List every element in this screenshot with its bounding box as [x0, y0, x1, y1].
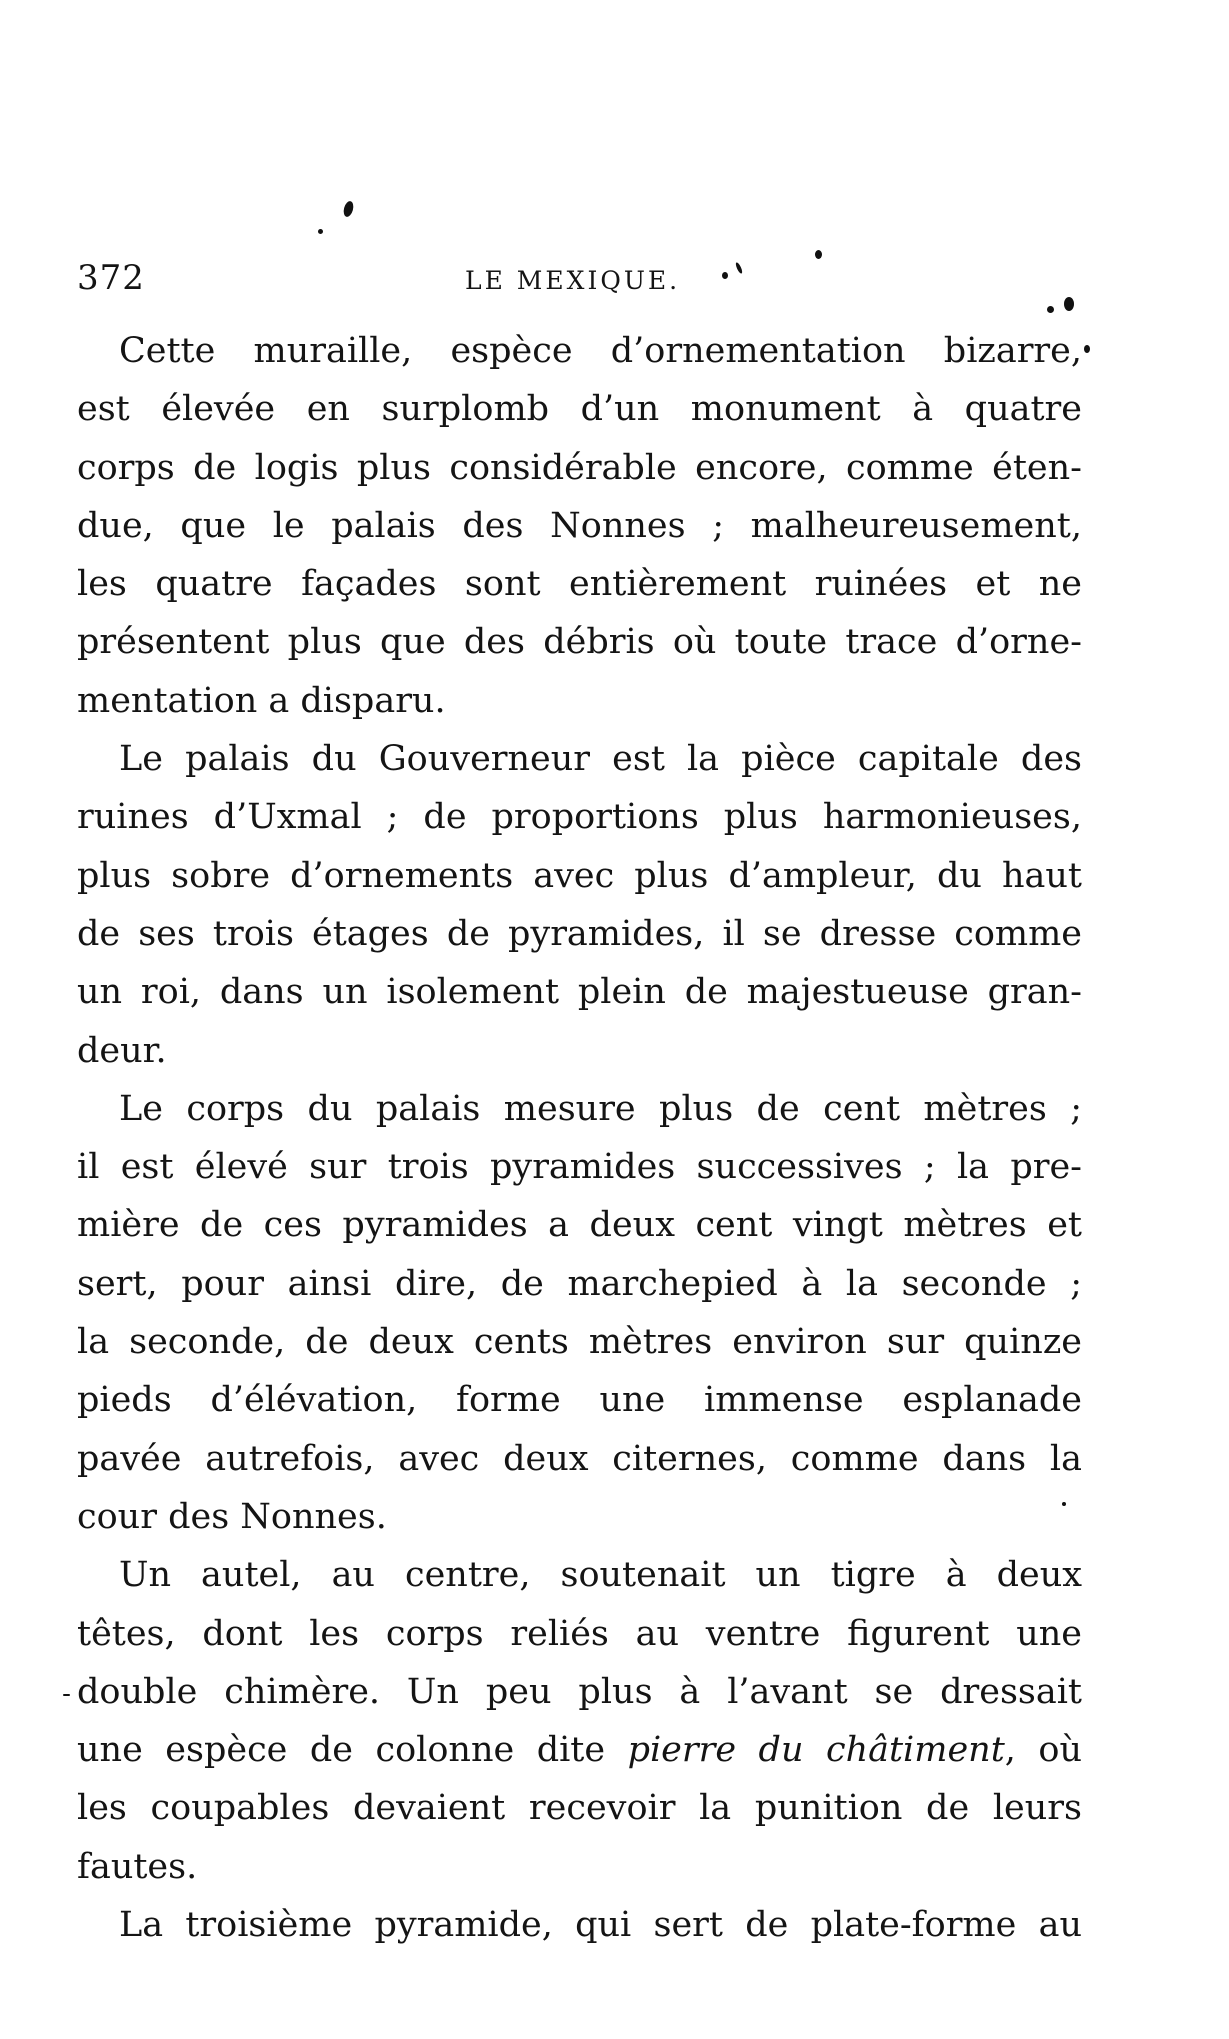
text-line: deur. — [77, 1030, 167, 1071]
ink-speck — [63, 1694, 70, 1696]
ink-speck — [1084, 345, 1090, 353]
text-line: un roi, dans un isolement plein de majestueuse gran- — [77, 972, 1082, 1013]
page-header — [77, 258, 1082, 308]
text-line: mière de ces pyramides a deux cent vingt mètres et — [77, 1205, 1082, 1246]
text-line: présentent plus que des débris où toute trace d’orne- — [77, 622, 1082, 663]
text-line: sert, pour ainsi dire, de marchepied à la seconde ; — [77, 1263, 1082, 1304]
text-line: mentation a disparu. — [77, 680, 446, 721]
paragraph — [77, 730, 1082, 1080]
paragraph — [77, 1546, 1082, 1896]
text-line: cour des Nonnes. — [77, 1496, 387, 1537]
text-line: La troisième pyramide, qui sert de plate-forme au — [119, 1905, 1082, 1946]
text-line: Un autel, au centre, soutenait un tigre à deux — [119, 1555, 1082, 1596]
text-line: est élevée en surplomb d’un monument à quatre — [77, 389, 1082, 430]
text-line: la seconde, de deux cents mètres environ sur quinze — [77, 1322, 1082, 1363]
text-line: les quatre façades sont entièrement ruinées et ne — [77, 564, 1082, 605]
text-line: Le palais du Gouverneur est la pièce capitale des — [119, 739, 1082, 780]
paragraph — [77, 1896, 1082, 1954]
text-line: de ses trois étages de pyramides, il se dresse comme — [77, 913, 1082, 954]
text-line: corps de logis plus considérable encore, comme éten- — [77, 447, 1082, 488]
paragraph — [77, 1080, 1082, 1546]
text-line: pieds d’élévation, forme une immense esplanade — [77, 1380, 1082, 1421]
text-line: fautes. — [77, 1846, 198, 1887]
ink-speck — [318, 229, 323, 234]
paragraph — [77, 322, 1082, 730]
text-line: il est élevé sur trois pyramides successives ; la pre- — [77, 1147, 1082, 1188]
ink-speck — [342, 200, 355, 218]
text-line: pavée autrefois, avec deux citernes, comme dans la — [77, 1438, 1082, 1479]
text-line: double chimère. Un peu plus à l’avant se dressait — [77, 1671, 1082, 1712]
italic-term: pierre du châtiment — [627, 1730, 1005, 1771]
text-line-with-italic — [77, 1721, 1082, 1779]
text-line: due, que le palais des Nonnes ; malheureusement, — [77, 505, 1082, 546]
page-number: 372 — [77, 258, 145, 298]
text-line: ruines d’Uxmal ; de proportions plus harmonieuses, — [77, 797, 1082, 838]
text-line: Cette muraille, espèce d’ornementation bizarre, — [119, 331, 1082, 371]
text-line: plus sobre d’ornements avec plus d’ampleur, du haut — [77, 855, 1082, 896]
body-text — [77, 322, 1082, 1954]
text-segment: , où — [1004, 1730, 1082, 1771]
running-title: LE MEXIQUE. — [465, 266, 681, 295]
text-line: les coupables devaient recevoir la punition de leurs — [77, 1788, 1082, 1829]
text-line: têtes, dont les corps reliés au ventre figurent une — [77, 1613, 1082, 1654]
text-segment: une espèce de colonne dite — [77, 1730, 628, 1771]
text-line: Le corps du palais mesure plus de cent mètres ; — [119, 1088, 1082, 1129]
